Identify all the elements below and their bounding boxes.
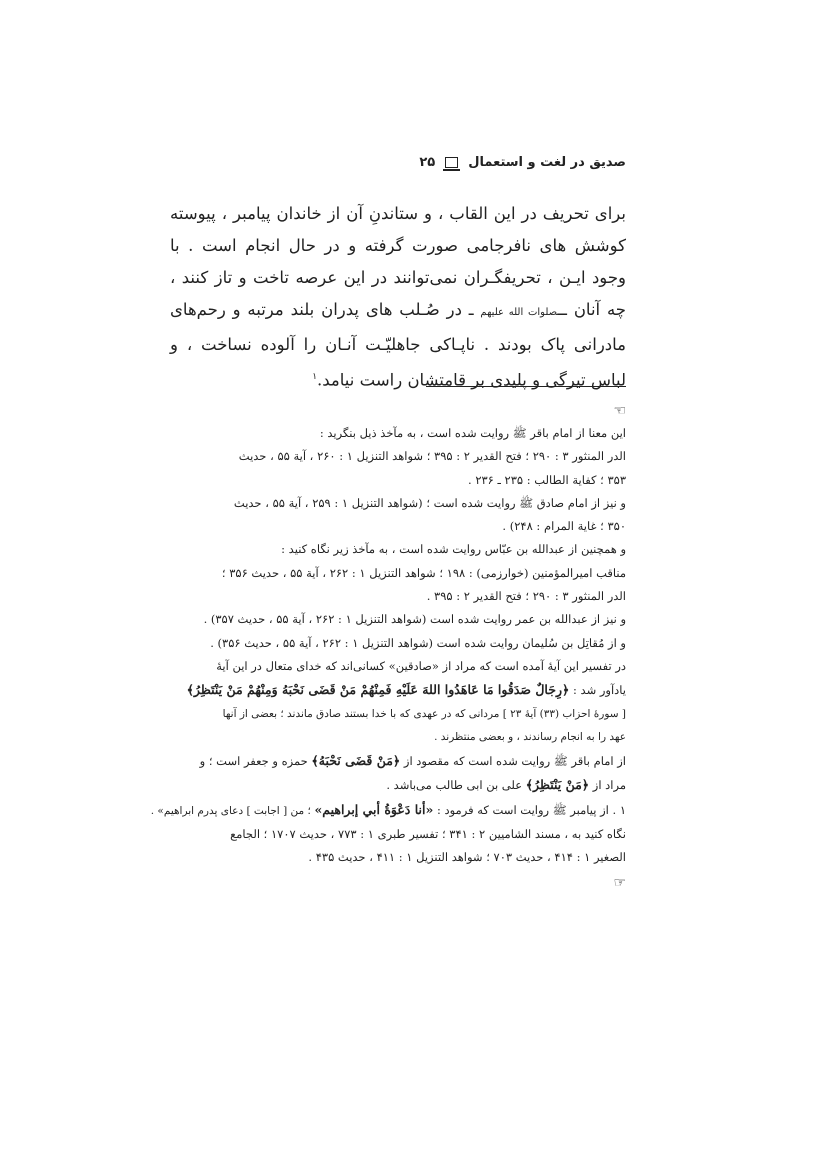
footnote-line: الدر المنثور ۳ : ۲۹۰ ؛ فتح القدیر ۲ : ۳۹۵ ؛ شواهد التنزیل ۱ : ۲۶۰ ، آیة ۵۵ ، حدیث <box>238 449 626 464</box>
footnote-marker[interactable]: ۱ <box>312 372 318 382</box>
quran-quote: ﴿مَنْ قَضَى نَحْبَهُ﴾ <box>311 753 401 769</box>
text-segment: ۱ . از پیامبر ﷺ روایت است که فرمود : <box>436 802 626 817</box>
text-line: برای تحریف در این القاب ، و ستاندنِ آن از خاندان پیامبر ، پیوسته کوشش <box>170 204 626 255</box>
footnote-line: الدر المنثور ۳ : ۲۹۰ ؛ فتح القدیر ۲ : ۳۹۵ . <box>426 589 626 604</box>
text-line: نمی‌توانند در این عرصه تاخت و تاز کنند ، چه آنان ــ <box>170 268 626 319</box>
chapter-title: صدیق در لغت و استعمال <box>468 154 626 170</box>
pointing-hand-end-icon: ☞ <box>613 874 626 891</box>
text-segment: ؛ من [ اجابت ] دعای پدرم ابراهیم» . <box>150 804 311 817</box>
footnote-line: و از مُقاتِل بن سُلیمان روایت شده است (شواهد التنزیل ۱ : ۲۶۲ ، آیة ۵۵ ، حدیث ۳۵۶) . <box>210 635 626 650</box>
quran-verse: ﴿رِجَالٌ صَدَقُوا مَا عَاهَدُوا اللهَ عَلَيْهِ فَمِنْهُمْ مَنْ قَضَى نَحْبَهُ وَمِنْهُمْ مَنْ يَنْتَظِرُ﴾ <box>186 682 570 698</box>
footnote-1 <box>150 798 626 823</box>
paragraph <box>170 198 626 397</box>
footnote-divider <box>426 386 626 387</box>
translation-line: عهد را به انجام رساندند ، و بعضی منتظرند . <box>434 730 626 743</box>
text-segment: علی بن ابی طالب می‌باشد . <box>386 778 523 793</box>
footnote-line: مناقب امیرالمؤمنین (خوارزمی) : ۱۹۸ ؛ شواهد التنزیل ۱ : ۲۶۲ ، آیة ۵۵ ، حدیث ۳۵۶ ؛ <box>221 565 626 580</box>
quran-quote: ﴿مَنْ يَنْتَظِرُ﴾ <box>525 777 590 793</box>
text-line: های نافرجامی صورت گرفته و در حال انجام است . با وجود ایـن ، تحریفگـران <box>170 236 626 287</box>
text-segment: از امام باقر ﷺ روایت شده است که مقصود از <box>403 754 626 769</box>
footnote-line: و نیز از امام صادق ﷺ روایت شده است ؛ (شواهد التنزیل ۱ : ۲۵۹ ، آیة ۵۵ ، حدیث <box>233 495 626 510</box>
footnote-line <box>170 749 626 773</box>
footnotes <box>150 400 626 895</box>
book-icon <box>445 157 458 168</box>
footnote-line <box>170 773 626 797</box>
footnote-line: نگاه کنید به ، مسند الشامیین ۲ : ۳۴۱ ؛ تفسیر طبری ۱ : ۷۷۳ ، حدیث ۱۷۰۷ ؛ الجامع <box>230 827 626 842</box>
quran-prefix: یادآور شد : <box>573 683 626 698</box>
hadith-quote: «أنا دَعْوَةُ أبي إبراهيم» <box>314 801 434 817</box>
text-line: آلوده نساخت ، و لباس تیرگی و پلیدی بر قامتشان راست نیامد. <box>170 335 626 390</box>
salawat-phrase: صلوات الله علیهم <box>480 307 558 318</box>
footnote-line: این معنا از امام باقر ﷺ روایت شده است ، به مآخذ ذیل بنگرید : <box>319 426 626 440</box>
book-page <box>150 0 626 1169</box>
footnote-line: ۳۵۰ ؛ غایة المرام : ۲۴۸) . <box>502 519 626 534</box>
footnote-line: الصغیر ۱ : ۴۱۴ ، حدیث ۷۰۳ ؛ شواهد التنزیل ۱ : ۴۱۱ ، حدیث ۴۳۵ . <box>308 850 626 865</box>
footnote-line: و همچنین از عبدالله بن عبّاس روایت شده است ، به مآخذ زیر نگاه کنید : <box>281 542 626 557</box>
footnote-line: و نیز از عبدالله بن عمر روایت شده است (شواهد التنزیل ۱ : ۲۶۲ ، آیة ۵۵ ، حدیث ۳۵۷) . <box>203 612 626 627</box>
page-number: ۲۵ <box>419 154 436 170</box>
translation-line: [ سورهٔ احزاب (۳۳) آیهٔ ۲۳ ] مردانی که در عهدی که با خدا بستند صادق ماندند ؛ بعضی از آنها <box>222 707 626 720</box>
quran-line <box>170 678 626 702</box>
text-line: ـ در صُـلب <box>399 300 474 319</box>
footnote-line: ۳۵۳ ؛ کفایة الطالب : ۲۳۵ ـ ۲۳۶ . <box>468 472 626 487</box>
running-header <box>170 150 626 174</box>
footnote-line: در تفسیر این آیهٔ آمده است که مراد از «صادقین» کسانی‌اند که خدای متعال در این آیهٔ <box>216 658 626 673</box>
text-segment: حمزه و جعفر است ؛ و <box>199 754 308 769</box>
text-line: های پدران بلند مرتبه و رحم‌های مادرانی پاک بودند . ناپـاکی جاهلیّـت آنـان را <box>170 300 626 354</box>
pointing-hand-start-icon: ☜ <box>613 403 626 419</box>
text-segment: مراد از <box>592 778 626 793</box>
main-text <box>170 198 626 397</box>
